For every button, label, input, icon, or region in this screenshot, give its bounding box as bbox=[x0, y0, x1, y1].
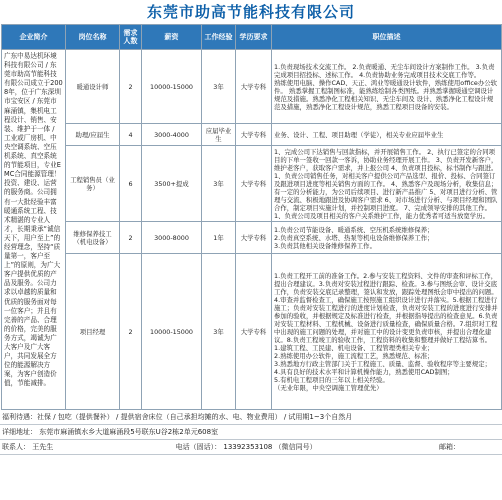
header-education: 学历要求 bbox=[236, 25, 272, 50]
job-education: 大学专科 bbox=[236, 146, 272, 222]
job-name: 工程销售员（业务） bbox=[66, 146, 120, 222]
job-name: 项目经理 bbox=[66, 254, 120, 410]
description-line: 3.熟悉地方行政主管部门关于工程施工、质量、监督、验收程序等主要规定； bbox=[274, 359, 491, 368]
description-line: 1.负责工程开工前的准备工作。2.参与安装工程资料、文件的审查和评标工作，提出合理建议。3.负责对安装过程进行跟踪、检查。3.参与图纸会审、设计交底工作，负责安装交底记录整理，签认和发放，跟踪处理图纸会审中提出的问题。4.审查并监督检查工，确保施工按照施工组织设计进行并落实。5.根据工程进行施工；负责对安装工程进行的进度计划检查，负责对安装工程的进度进行安排并参加的验收，并根据规定及标准进行检查，并根据指导提出的检查意见。6.负责对安装工程材料、工程机械、设备进行质量检查，确保质量合格。7.组织对工程中出现的施工问题的处理，并对施工中的设计变更负责审核，并提出合理化建议。8.负责工程竣工的验收工作，工程资料的收集和整理并做好工程结算书。 bbox=[274, 271, 498, 344]
job-description bbox=[272, 222, 502, 254]
job-education: 大学专科 bbox=[236, 222, 272, 254]
benefits-line: 福利待遇：社保 / 包吃（提供餐补） / 提供宿舍床位（自己承担均摊的水、电、物业费用） / 试用期1~3个自然月 bbox=[0, 410, 502, 425]
job-description bbox=[272, 50, 502, 124]
header-job-name: 岗位名称 bbox=[66, 25, 120, 50]
job-experience: 应届毕业生 bbox=[202, 124, 236, 146]
job-salary: 3500+提成 bbox=[142, 146, 202, 222]
description-line: 3.负责其他相关设备维修保养工作。 bbox=[274, 241, 376, 250]
header-salary: 薪资 bbox=[142, 25, 202, 50]
table-row bbox=[2, 146, 502, 222]
job-experience: 3年 bbox=[202, 146, 236, 222]
description-line: 1、完成公司下达销售与回款指标，并开展销售工作。 2、执行已签定的合同项目的下单一签收一回款一客诉，协助业务经理开展工作。 3、负责开发新客户，维护老客户，获取客户需求，并上报公司 4、负责项目投标，标书制作与跟进。 bbox=[274, 147, 498, 172]
description-line: 1、负责公司及项目相关的客户关系维护工作，能力优秀者可适当放宽学历。 bbox=[274, 211, 489, 220]
job-name: 助理/应届生 bbox=[66, 124, 120, 146]
job-name: 维修保养技工（机电设备） bbox=[66, 222, 120, 254]
job-count: 2 bbox=[120, 254, 142, 410]
address-line: 详细地址： 东莞市麻涌镇水乡大道麻涌段5号联东U谷2栋2单元608室 bbox=[0, 425, 502, 440]
contact-email: 邮箱： bbox=[439, 443, 460, 451]
job-count: 2 bbox=[120, 50, 142, 124]
job-salary: 3000-4000 bbox=[142, 124, 202, 146]
job-salary: 3000-8000 bbox=[142, 222, 202, 254]
header-count: 需求人数 bbox=[120, 25, 142, 50]
table-row bbox=[2, 124, 502, 146]
header-description: 职位描述 bbox=[272, 25, 502, 50]
job-count: 4 bbox=[120, 124, 142, 146]
job-experience: 3年 bbox=[202, 254, 236, 410]
contact-person: 联系人： 王先生 bbox=[2, 443, 54, 451]
job-education: 大学专科 bbox=[236, 50, 272, 124]
header-experience: 工作经验 bbox=[202, 25, 236, 50]
job-count: 2 bbox=[120, 222, 142, 254]
contact-phone: 电话（固话）： 13392353108 （微信同号） bbox=[175, 443, 317, 451]
description-line: 2.负责真空系统、水塔、热泵等机电设备维修保养工作； bbox=[274, 233, 434, 242]
description-line: 1.负责现场技术交流工作。 2.负责暖通、无尘车间设计方案制作工作。 3.负责完成项目招投标、述标工作。 4.负责协助业务完成项目技术交底工作等。 bbox=[274, 62, 495, 79]
description-line: （无业年限，中央空调施工管理优先） bbox=[274, 383, 383, 392]
description-line: 4.具有良好的技术水平和计算机操作能力，熟悉使用CAD制图； bbox=[274, 367, 454, 376]
description-line: 1.建筑工程、工民建、机电设备、工程管理类相关专业； bbox=[274, 343, 434, 352]
page-title: 东莞市助高节能科技有限公司 bbox=[146, 3, 355, 21]
table-row bbox=[2, 254, 502, 410]
description-line: 2.熟练使用办公软件，施工流程工艺，熟悉规范、标准； bbox=[274, 351, 434, 360]
job-description bbox=[272, 146, 502, 222]
company-intro: 广东中易达机环境科技有限公司 / 东莞市助高节能科技有限公司成立于2008年，位于广东深圳市宝安区 / 东莞市麻涌镇，集机电工程设计、销售、安装、维护于一体 / 工业或厂房机、中央空调系统、空压机系统、真空系统的节能项目，专业EMC合同能源管理！投资、建设、运营的服务商。公司拥有一大批经验丰富暖通系统工程、技术精湛的专业人才，长期秉承“诚信天下，用户至上”的经营理念，坚持“质量第一，客户至上”的原则，为广大客户提供优质的产品及服务。公司力求以卓越的质量和优质的服务面对每一位客户；并且有完善的产品、合理的价格，完美的服务方式，竭诚为广大客户及广大客户，共同发展全方位的能源解决方案，为客户创造价值，节能减排。 bbox=[2, 50, 66, 410]
header-company-intro: 企业简介 bbox=[2, 25, 66, 50]
description-line: 1、负责公司销售任务，对相关客户提供公司产品选型、报价、投标、合同签订及跟进项目进度等相关销售方面的工作。 4、熟悉客户及现场分析，收集信息；有一定的分析能力，为公司后续项目、进行新产品推广 5、对项目进行分析、管理与交流、积极地跟进及协调客户需求 6、对市场进行分析、与项目经理和团队合作，制定项目实施计划，并控制项目进度。 7、完成领导安排的其他工作。 bbox=[274, 171, 498, 212]
job-description bbox=[272, 124, 502, 146]
contact-line bbox=[0, 440, 502, 455]
table-header-row bbox=[2, 25, 502, 50]
jobs-table bbox=[1, 24, 502, 410]
job-salary: 10000-15000 bbox=[142, 254, 202, 410]
job-education: 大学专科 bbox=[236, 124, 272, 146]
job-experience: 1年 bbox=[202, 222, 236, 254]
job-count: 6 bbox=[120, 146, 142, 222]
job-description bbox=[272, 254, 502, 410]
job-education: 大学专科 bbox=[236, 254, 272, 410]
description-line: 业务、设计、工程、项目助理（学徒），相关专业应届毕业生 bbox=[274, 130, 444, 139]
job-experience: 3年 bbox=[202, 50, 236, 124]
description-line: 熟练使用电脑、操作CAD、天正、鸿业等暖通设计软件，熟练使用office办公软件。 熟悉掌握工程制图标准，能熟练绘制各类图纸。并熟悉掌握暖通空调设计规范及措施。熟悉净化工程相关知识、无尘车间及 设计、熟悉净化工程设计规范及措施，熟悉净化工程设计规范，熟悉工程项目设备的安装。 bbox=[274, 78, 498, 111]
job-name: 暖通设计师 bbox=[66, 50, 120, 124]
table-row bbox=[2, 222, 502, 254]
job-salary: 10000-15000 bbox=[142, 50, 202, 124]
description-line: 1.负责公司节能设备、暖通系统、空压机系统维修保养； bbox=[274, 225, 434, 234]
description-line: 5.有机电工程项目的三年以上相关经验。 bbox=[274, 375, 389, 384]
table-row bbox=[2, 50, 502, 124]
